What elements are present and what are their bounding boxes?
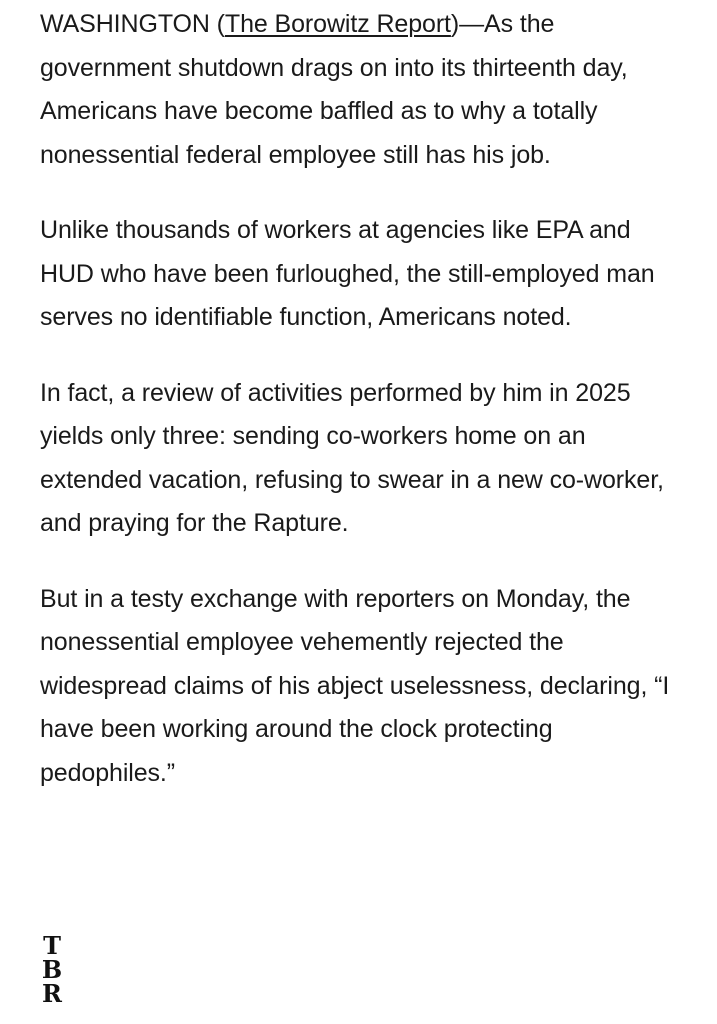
paragraph-1-text: )—As the government shutdown drags on into its thirteenth day, Americans have become baffled as to why a totally nonessential federal employee still has his job. [40, 10, 628, 169]
source-link[interactable]: The Borowitz Report [224, 10, 451, 38]
dateline: WASHINGTON ( [40, 10, 225, 38]
paragraph-1 [40, 3, 680, 177]
paragraph-2: Unlike thousands of workers at agencies like EPA and HUD who have been furloughed, the still-employed man serves no identifiable function, Americans noted. [40, 216, 655, 331]
tbr-logo [40, 931, 64, 1008]
paragraph-3: In fact, a review of activities performed by him in 2025 yields only three: sending co-workers home on an extended vacation, refusing to swear in a new co-worker, and praying for the Rapture. [40, 378, 664, 537]
logo-letter-t: T [43, 931, 61, 960]
article-body [40, 3, 680, 827]
logo-letter-r: R [42, 979, 62, 1008]
logo-letter-b: B [41, 955, 63, 984]
paragraph-4: But in a testy exchange with reporters on Monday, the nonessential employee vehemently rejected the widespread claims of his abject uselessness, declaring, “I have been working around the clock protecting pedophiles.” [40, 584, 670, 787]
